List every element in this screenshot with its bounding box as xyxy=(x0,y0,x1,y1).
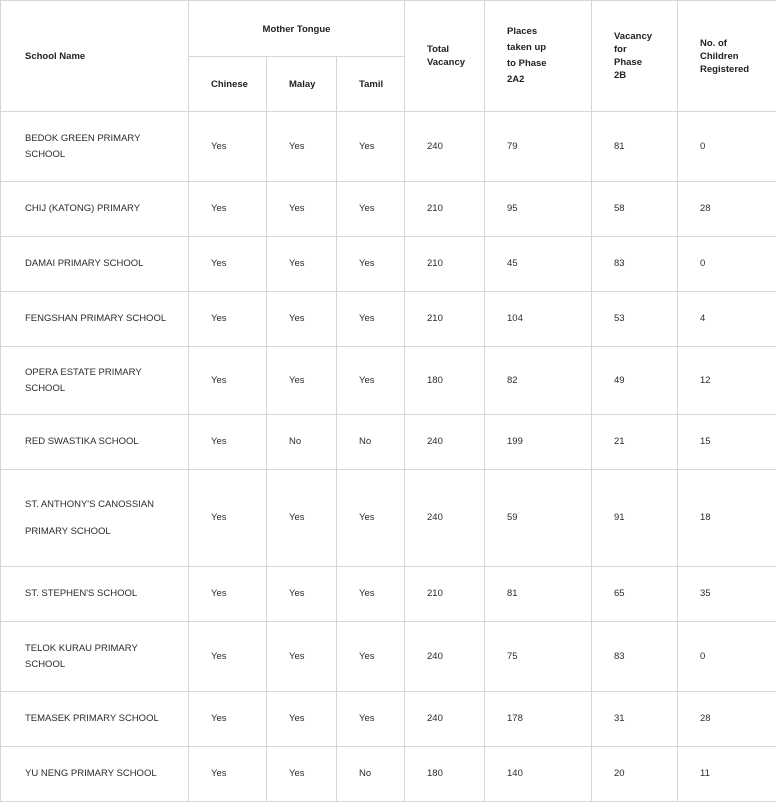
chinese-cell: Yes xyxy=(189,692,267,747)
children-registered-cell: 28 xyxy=(678,182,776,237)
malay-cell: Yes xyxy=(267,112,337,182)
malay-cell: Yes xyxy=(267,237,337,292)
total-vacancy-cell: 240 xyxy=(405,622,485,692)
table-row xyxy=(1,292,776,347)
total-vacancy-cell: 210 xyxy=(405,182,485,237)
malay-cell: Yes xyxy=(267,692,337,747)
total-vacancy-cell: 210 xyxy=(405,567,485,622)
table-row xyxy=(1,747,776,802)
tamil-cell: No xyxy=(337,415,405,470)
table-row xyxy=(1,237,776,292)
vacancy-2b-cell: 58 xyxy=(592,182,678,237)
table-row xyxy=(1,567,776,622)
children-registered-cell: 11 xyxy=(678,747,776,802)
places-taken-cell: 95 xyxy=(485,182,592,237)
school-name-cell: TELOK KURAU PRIMARY SCHOOL xyxy=(1,622,189,692)
tamil-cell: Yes xyxy=(337,567,405,622)
children-registered-cell: 0 xyxy=(678,112,776,182)
places-taken-cell: 75 xyxy=(485,622,592,692)
children-registered-cell: 28 xyxy=(678,692,776,747)
header-malay: Malay xyxy=(267,57,337,112)
vacancy-2b-cell: 53 xyxy=(592,292,678,347)
tamil-cell: Yes xyxy=(337,237,405,292)
places-taken-cell: 178 xyxy=(485,692,592,747)
children-registered-cell: 35 xyxy=(678,567,776,622)
vacancy-2b-cell: 83 xyxy=(592,237,678,292)
malay-cell: Yes xyxy=(267,182,337,237)
children-registered-cell: 12 xyxy=(678,347,776,415)
children-registered-cell: 4 xyxy=(678,292,776,347)
chinese-cell: Yes xyxy=(189,747,267,802)
tamil-cell: Yes xyxy=(337,182,405,237)
malay-cell: Yes xyxy=(267,292,337,347)
tamil-cell: Yes xyxy=(337,622,405,692)
places-taken-cell: 45 xyxy=(485,237,592,292)
total-vacancy-cell: 240 xyxy=(405,112,485,182)
school-name-cell: ST. ANTHONY'S CANOSSIAN PRIMARY SCHOOL xyxy=(1,470,189,567)
children-registered-cell: 0 xyxy=(678,237,776,292)
places-taken-cell: 59 xyxy=(485,470,592,567)
tamil-cell: Yes xyxy=(337,292,405,347)
places-taken-cell: 81 xyxy=(485,567,592,622)
chinese-cell: Yes xyxy=(189,622,267,692)
vacancy-2b-cell: 20 xyxy=(592,747,678,802)
vacancy-2b-cell: 31 xyxy=(592,692,678,747)
chinese-cell: Yes xyxy=(189,567,267,622)
chinese-cell: Yes xyxy=(189,112,267,182)
header-school-name: School Name xyxy=(1,1,189,112)
vacancy-2b-cell: 21 xyxy=(592,415,678,470)
tamil-cell: Yes xyxy=(337,112,405,182)
chinese-cell: Yes xyxy=(189,415,267,470)
header-mother-tongue: Mother Tongue xyxy=(189,1,405,57)
vacancy-2b-cell: 65 xyxy=(592,567,678,622)
total-vacancy-cell: 180 xyxy=(405,747,485,802)
school-name-cell: YU NENG PRIMARY SCHOOL xyxy=(1,747,189,802)
malay-cell: No xyxy=(267,415,337,470)
places-taken-cell: 199 xyxy=(485,415,592,470)
header-chinese: Chinese xyxy=(189,57,267,112)
malay-cell: Yes xyxy=(267,747,337,802)
school-name-cell: BEDOK GREEN PRIMARY SCHOOL xyxy=(1,112,189,182)
vacancy-2b-cell: 83 xyxy=(592,622,678,692)
school-name-cell: CHIJ (KATONG) PRIMARY xyxy=(1,182,189,237)
vacancy-2b-cell: 91 xyxy=(592,470,678,567)
places-taken-cell: 104 xyxy=(485,292,592,347)
vacancy-2b-cell: 49 xyxy=(592,347,678,415)
places-taken-cell: 82 xyxy=(485,347,592,415)
school-name-cell: FENGSHAN PRIMARY SCHOOL xyxy=(1,292,189,347)
malay-cell: Yes xyxy=(267,347,337,415)
header-tamil: Tamil xyxy=(337,57,405,112)
school-name-cell: DAMAI PRIMARY SCHOOL xyxy=(1,237,189,292)
places-taken-cell: 79 xyxy=(485,112,592,182)
table-body xyxy=(1,112,776,802)
table-row xyxy=(1,347,776,415)
table-row xyxy=(1,622,776,692)
total-vacancy-cell: 240 xyxy=(405,415,485,470)
tamil-cell: Yes xyxy=(337,470,405,567)
total-vacancy-cell: 210 xyxy=(405,292,485,347)
table-header xyxy=(1,1,776,112)
header-vacancy-2b: Vacancy for Phase 2B xyxy=(592,1,678,112)
total-vacancy-cell: 240 xyxy=(405,692,485,747)
children-registered-cell: 0 xyxy=(678,622,776,692)
school-name-cell: RED SWASTIKA SCHOOL xyxy=(1,415,189,470)
total-vacancy-cell: 180 xyxy=(405,347,485,415)
header-children-registered: No. of Children Registered xyxy=(678,1,776,112)
table-row xyxy=(1,692,776,747)
chinese-cell: Yes xyxy=(189,292,267,347)
places-taken-cell: 140 xyxy=(485,747,592,802)
table-row xyxy=(1,182,776,237)
school-name-cell: OPERA ESTATE PRIMARY SCHOOL xyxy=(1,347,189,415)
malay-cell: Yes xyxy=(267,567,337,622)
tamil-cell: No xyxy=(337,747,405,802)
header-total-vacancy: Total Vacancy xyxy=(405,1,485,112)
header-places-taken: Places taken up to Phase 2A2 xyxy=(485,1,592,112)
chinese-cell: Yes xyxy=(189,470,267,567)
table-row xyxy=(1,112,776,182)
malay-cell: Yes xyxy=(267,470,337,567)
chinese-cell: Yes xyxy=(189,347,267,415)
total-vacancy-cell: 210 xyxy=(405,237,485,292)
chinese-cell: Yes xyxy=(189,237,267,292)
table-row xyxy=(1,415,776,470)
school-name-cell: ST. STEPHEN'S SCHOOL xyxy=(1,567,189,622)
tamil-cell: Yes xyxy=(337,692,405,747)
chinese-cell: Yes xyxy=(189,182,267,237)
total-vacancy-cell: 240 xyxy=(405,470,485,567)
tamil-cell: Yes xyxy=(337,347,405,415)
children-registered-cell: 15 xyxy=(678,415,776,470)
school-name-cell: TEMASEK PRIMARY SCHOOL xyxy=(1,692,189,747)
children-registered-cell: 18 xyxy=(678,470,776,567)
malay-cell: Yes xyxy=(267,622,337,692)
table-row xyxy=(1,470,776,567)
vacancy-2b-cell: 81 xyxy=(592,112,678,182)
